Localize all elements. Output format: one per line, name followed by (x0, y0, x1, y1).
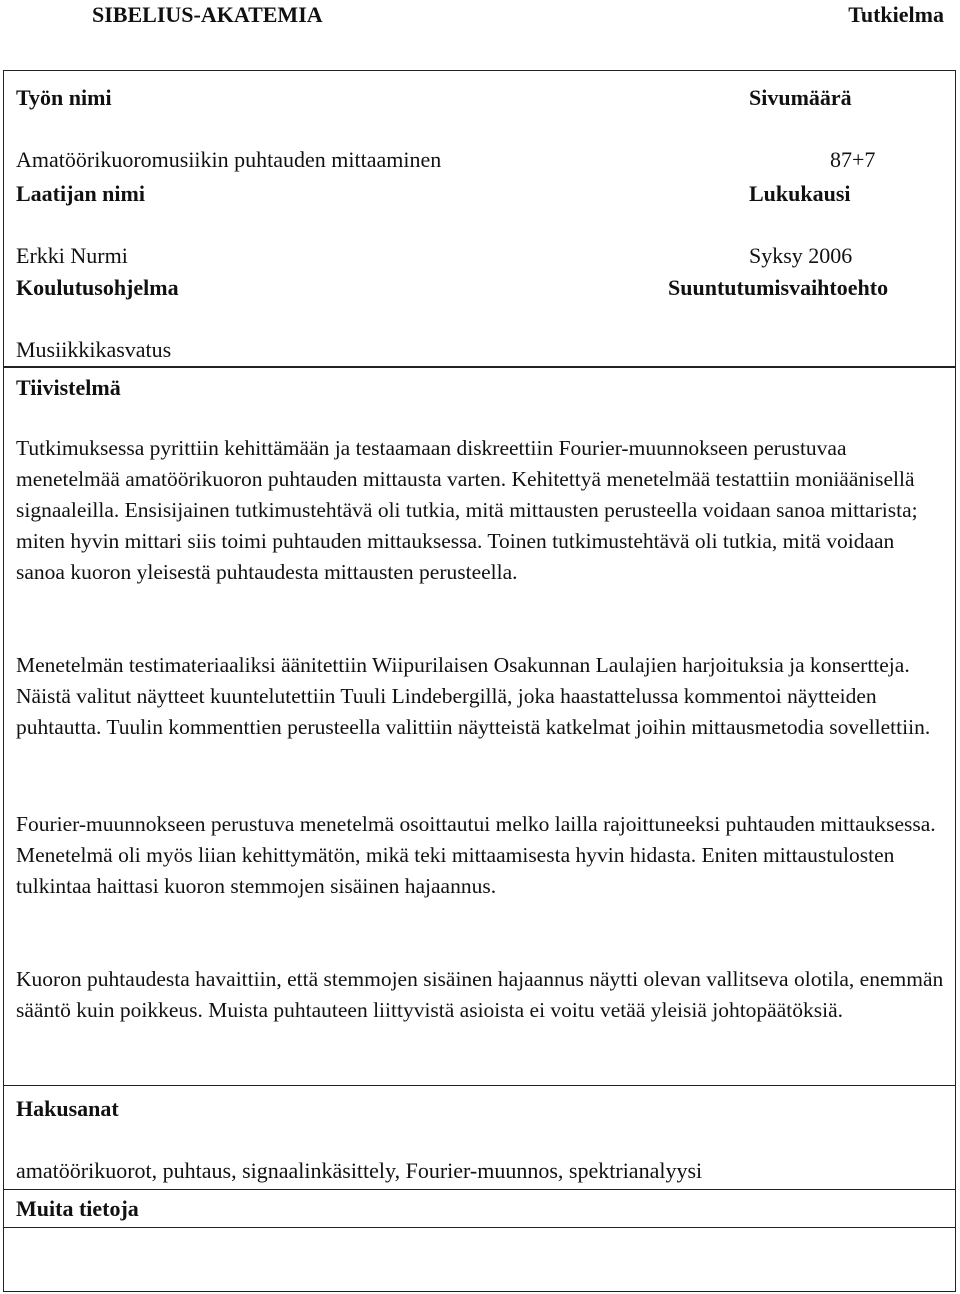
section-divider (4, 1227, 955, 1228)
keywords-value: amatöörikuorot, puhtaus, signaalinkäsittely, Fourier-muunnos, spektrianalyysi (16, 1158, 703, 1183)
page-header (0, 0, 960, 30)
section-divider (4, 1189, 955, 1190)
orientation-label: Suuntutumisvaihtoehto (668, 275, 889, 300)
pages-value: 87+7 (830, 147, 876, 172)
keywords-label: Hakusanat (16, 1096, 119, 1121)
author-label: Laatijan nimi (16, 181, 145, 206)
abstract-form (3, 70, 956, 1292)
abstract-paragraph: Kuoron puhtaudesta havaittiin, että stemmojen sisäinen hajaannus näytti olevan vallitseva olotila, enemmän sääntö kuin poikkeus. Muista puhtauteen liittyvistä asioista ei voitu vetää yleisiä johtopäätöksiä. (16, 967, 944, 1022)
program-label: Koulutusohjelma (16, 275, 179, 300)
section-divider (4, 366, 955, 368)
abstract-paragraph: Menetelmän testimateriaaliksi äänitettiin Wiipurilaisen Osakunnan Laulajien harjoituksia ja konsertteja. Näistä valitut näytteet kuuntelutettiin Tuuli Lindebergillä, joka haastattelussa kommentoi näytteiden puhtautta. Tuulin kommenttien perusteella valittiin näytteistä katkelmat joihin mittausmetodia sovellettiin. (16, 653, 931, 739)
program-value: Musiikkikasvatus (16, 337, 172, 362)
section-divider (4, 1085, 955, 1086)
institution-name: SIBELIUS-AKATEMIA (92, 2, 323, 27)
abstract-paragraph: Tutkimuksessa pyrittiin kehittämään ja testaamaan diskreettiin Fourier-muunnokseen perustuvaa menetelmää amatöörikuoron puhtauden mittausta varten. Kehitettyä menetelmää testattiin moniäänisellä signaaleilla. Ensisijainen tutkimustehtävä oli tutkia, mitä mittausten perusteella voidaan sanoa mittarista; miten hyvin mittari siis toimi puhtauden mittauksessa. Toinen tutkimustehtävä oli tutkia, mitä voidaan sanoa kuoron yleisestä puhtaudesta mittausten perusteella. (16, 436, 918, 584)
document-type: Tutkielma (848, 2, 944, 27)
author-value: Erkki Nurmi (16, 243, 128, 268)
term-label: Lukukausi (749, 181, 851, 206)
other-info-label: Muita tietoja (16, 1196, 139, 1221)
abstract-label: Tiivistelmä (16, 375, 121, 400)
title-label: Työn nimi (16, 85, 112, 110)
pages-label: Sivumäärä (749, 85, 852, 110)
abstract-paragraph: Fourier-muunnokseen perustuva menetelmä osoittautui melko lailla rajoittuneeksi puhtauden mittauksessa. Menetelmä oli myös liian kehittymätön, mikä teki mittaamisesta hyvin hidasta. Eniten mittaustulosten tulkintaa haittasi kuoron stemmojen sisäinen hajaannus. (16, 812, 936, 898)
term-value: Syksy 2006 (749, 243, 853, 268)
title-value: Amatöörikuoromusiikin puhtauden mittaaminen (16, 147, 442, 172)
